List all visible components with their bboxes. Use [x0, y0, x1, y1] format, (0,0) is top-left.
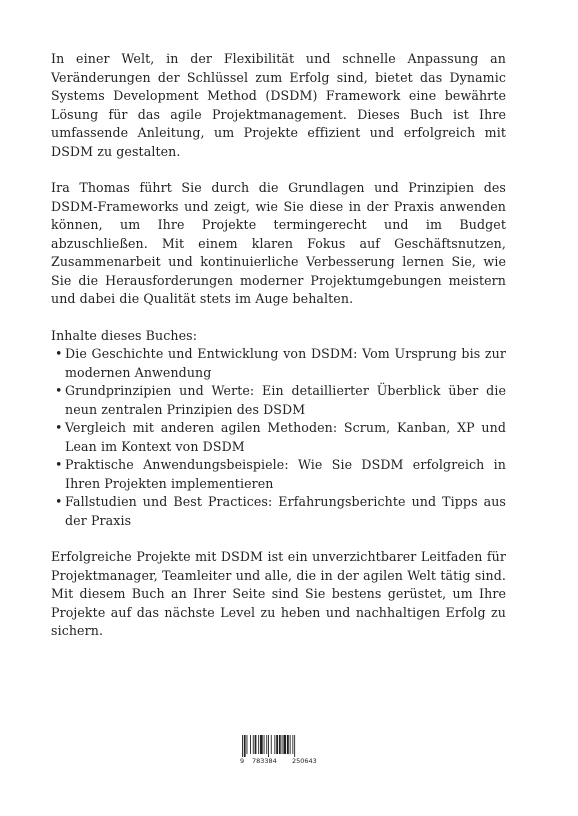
- barcode-bar: [247, 735, 248, 754]
- barcode-bar: [266, 735, 267, 754]
- barcode-bar: [276, 735, 278, 754]
- barcode-bar: [242, 735, 243, 757]
- barcode-bar: [260, 735, 263, 754]
- barcode-bar: [283, 735, 286, 754]
- intro-paragraph: In einer Welt, in der Flexibilität und schnelle Anpassung an Veränderungen der Schlüssel zum Erfolg sind, bietet das Dynamic Systems Development Method (DSDM) Framework eine bewährte Lösung für das agile Projektmanagement. Dieses Buch ist Ihre umfassende Anleitung, um Projekte effizient und erfolgreich mit DSDM zu gestalten.: [51, 51, 506, 159]
- barcode-bar: [292, 735, 293, 754]
- barcode-bar: [274, 735, 275, 754]
- list-item: [51, 493, 506, 530]
- barcode-bar: [290, 735, 291, 754]
- barcode-bar: [271, 735, 272, 754]
- barcode-bars-icon: [240, 735, 324, 757]
- barcode-bar: [253, 735, 254, 754]
- bullet-icon: •: [55, 457, 63, 472]
- barcode-right-group: 250643: [292, 757, 317, 765]
- barcode-bar: [279, 735, 281, 754]
- barcode-lead-digit: 9: [240, 757, 245, 765]
- contents-heading: Inhalte dieses Buches:: [51, 327, 198, 343]
- barcode-bar: [255, 735, 257, 754]
- barcode-bar: [244, 735, 246, 757]
- bullet-icon: •: [55, 346, 63, 361]
- list-item: [51, 456, 506, 493]
- list-item-text: Die Geschichte und Entwicklung von DSDM: Vom Ursprung bis zur modernen Anwendung: [65, 346, 506, 380]
- list-item-text: Praktische Anwendungsbeispiele: Wie Sie DSDM erfolgreich in Ihren Projekten implementieren: [65, 457, 506, 491]
- barcode-bar: [294, 735, 295, 757]
- barcode-bar: [268, 735, 269, 757]
- bullet-icon: •: [55, 383, 63, 398]
- bullet-icon: •: [55, 420, 63, 435]
- isbn-barcode: [240, 735, 324, 767]
- barcode-bar: [282, 735, 283, 754]
- author-paragraph: Ira Thomas führt Sie durch die Grundlagen und Prinzipien des DSDM-Frameworks und zeigt, wie Sie diese in der Praxis anwenden können, um Ihre Projekte termingerecht und im Budget abzuschließen. Mit einem klaren Fokus auf Geschäftsnutzen, Zusammenarbeit und kontinuierliche Verbesserung lernen Sie, wie Sie die Herausforderungen moderner Projektumgebungen meistern und dabei die Qualität stets im Auge behalten.: [51, 180, 506, 306]
- barcode-bar: [287, 735, 289, 754]
- back-cover-text: [51, 50, 506, 659]
- barcode-bar: [250, 735, 251, 754]
- list-item-text: Vergleich mit anderen agilen Methoden: Scrum, Kanban, XP und Lean im Kontext von DSDM: [65, 420, 506, 454]
- barcode-bar: [258, 735, 259, 754]
- list-item-text: Fallstudien und Best Practices: Erfahrungsberichte und Tipps aus der Praxis: [65, 494, 506, 528]
- list-item: [51, 345, 506, 382]
- list-item: [51, 382, 506, 419]
- barcode-left-group: 783384: [252, 757, 277, 765]
- contents-list: [51, 345, 506, 530]
- list-item: [51, 419, 506, 456]
- closing-paragraph: Erfolgreiche Projekte mit DSDM ist ein unverzichtbarer Leitfaden für Projektmanager, Teamleiter und alle, die in der agilen Welt tätig sind. Mit diesem Buch an Ihrer Seite sind Sie bestens gerüstet, um Ihre Projekte auf das nächste Level zu heben und nachhaltigen Erfolg zu sichern.: [51, 549, 506, 638]
- bullet-icon: •: [55, 494, 63, 509]
- list-item-text: Grundprinzipien und Werte: Ein detaillierter Überblick über die neun zentralen Prinzipien des DSDM: [65, 383, 506, 417]
- barcode-bar: [264, 735, 265, 754]
